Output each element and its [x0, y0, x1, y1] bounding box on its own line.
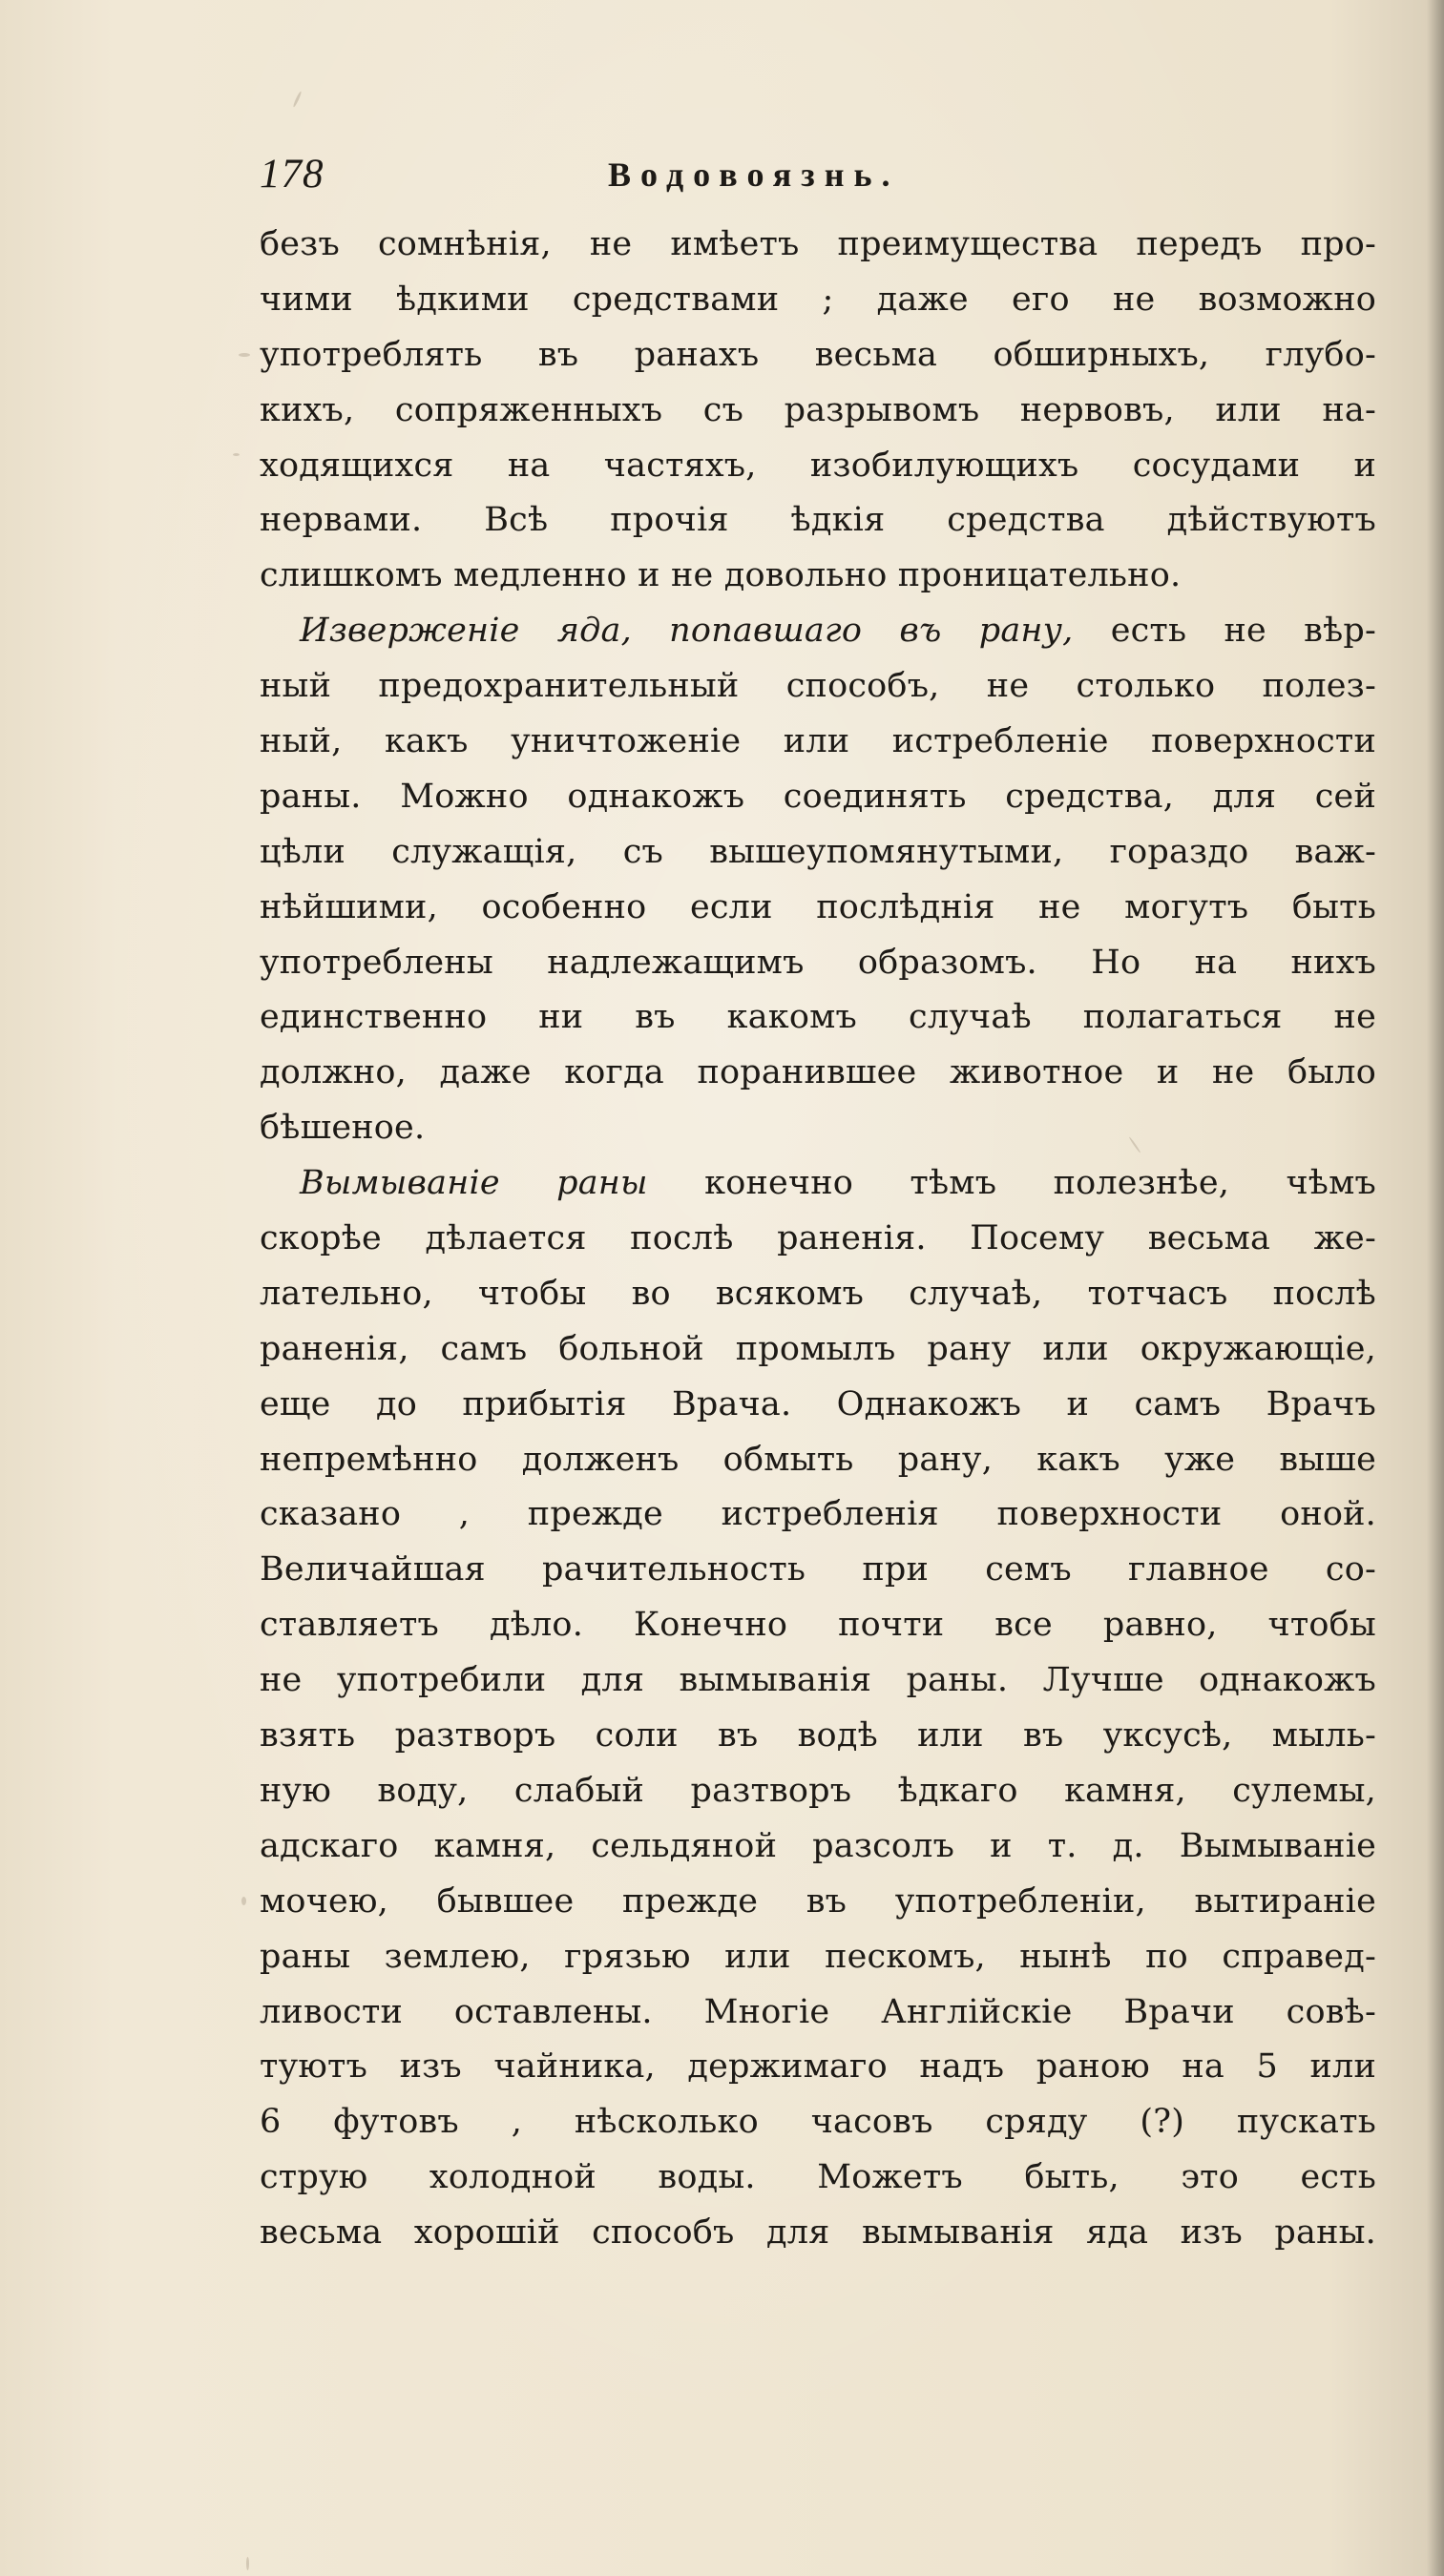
text-line: кихъ, сопряженныхъ съ разрывомъ нервовъ, или на- [260, 390, 1376, 429]
text-line: ную воду, слабый разтворъ ѣдкаго камня, сулемы, [260, 1771, 1376, 1810]
paper-speck [241, 1897, 246, 1905]
text-fragment: есть не вѣр- [1073, 612, 1376, 651]
paper-speck [233, 453, 240, 456]
text-line: струю холодной воды. Можетъ быть, это есть [260, 2158, 1376, 2197]
text-line: лательно, чтобы во всякомъ случаѣ, тотчасъ послѣ [260, 1274, 1376, 1313]
text-line: непремѣнно долженъ обмыть рану, какъ уже выше [260, 1440, 1376, 1479]
text-line: бѣшеное. [260, 1109, 426, 1148]
text-line: употреблять въ ранахъ весьма обширныхъ, глубо- [260, 335, 1376, 374]
text-line: единственно ни въ какомъ случаѣ полагаться не [260, 998, 1376, 1037]
text-line: не употребили для вымыванія раны. Лучше однакожъ [260, 1661, 1376, 1700]
paper-speck [239, 353, 250, 357]
text-line: раны. Можно однакожъ соединять средства, для сей [260, 777, 1376, 816]
text-line: мочею, бывшее прежде въ употребленіи, вытираніе [260, 1881, 1376, 1921]
paper-speck [292, 91, 302, 108]
paper-speck [246, 2557, 249, 2570]
text-line: еще до прибытія Врача. Однакожъ и самъ Врачъ [260, 1384, 1376, 1423]
page-number: 178 [260, 152, 324, 197]
text-line: употреблены надлежащимъ образомъ. Но на нихъ [260, 943, 1376, 982]
paragraph-start-line [260, 604, 1376, 659]
text-line: ходящихся на частяхъ, изобилующихъ сосудами и [260, 446, 1376, 485]
text-line: раненія, самъ больной промылъ рану или окружающіе, [260, 1329, 1376, 1368]
text-line: взять разтворъ соли въ водѣ или въ уксусѣ, мыль- [260, 1716, 1376, 1755]
text-line: ливости оставлены. Многіе Англійскіе Врачи совѣ- [260, 1992, 1376, 2031]
italic-heading: Изверженіе яда, попавшаго въ рану, [300, 612, 1074, 651]
text-line: сказано , прежде истребленія поверхности оной. [260, 1495, 1376, 1534]
text-line: раны землею, грязью или пескомъ, нынѣ по справед- [260, 1937, 1376, 1976]
text-line: чими ѣдкими средствами ; даже его не возможно [260, 280, 1376, 319]
running-title: Водовоязнь. [608, 156, 900, 194]
text-line: слишкомъ медленно и не довольно проницательно. [260, 556, 1182, 595]
text-line: нервами. Всѣ прочія ѣдкія средства дѣйствуютъ [260, 501, 1376, 540]
italic-heading: Вымыванiе раны [300, 1164, 648, 1203]
body-text [260, 218, 1376, 2261]
paragraph-start-line [260, 1156, 1376, 1212]
text-fragment: конечно тѣмъ полезнѣе, чѣмъ [647, 1164, 1376, 1203]
text-line: безъ сомнѣнія, не имѣетъ преимущества передъ про- [260, 225, 1376, 263]
page-header [260, 151, 1376, 208]
text-line: цѣли служащія, съ вышеупомянутыми, гораздо важ- [260, 832, 1376, 871]
text-line: должно, даже когда поранившее животное и не было [260, 1053, 1376, 1092]
text-line: туютъ изъ чайника, держимаго надъ раною на 5 или [260, 2047, 1376, 2087]
text-line: 6 футовъ , нѣсколько часовъ сряду (?) пускать [260, 2103, 1376, 2142]
text-line: ный предохранительный способъ, не столько полез- [260, 667, 1376, 706]
text-line: адскаго камня, сельдяной разсолъ и т. д. Вымываніе [260, 1826, 1376, 1865]
text-line: нѣйшими, особенно если послѣднія не могутъ быть [260, 887, 1376, 926]
text-line: скорѣе дѣлается послѣ раненія. Посему весьма же- [260, 1219, 1376, 1258]
text-line: ставляетъ дѣло. Конечно почти все равно, чтобы [260, 1606, 1376, 1645]
text-line: весьма хорошій способъ для вымыванія яда изъ раны. [260, 2213, 1376, 2253]
text-line: ный, какъ уничтоженіе или истребленіе поверхности [260, 722, 1376, 761]
text-line: Величайшая рачительность при семъ главное со- [260, 1550, 1376, 1589]
